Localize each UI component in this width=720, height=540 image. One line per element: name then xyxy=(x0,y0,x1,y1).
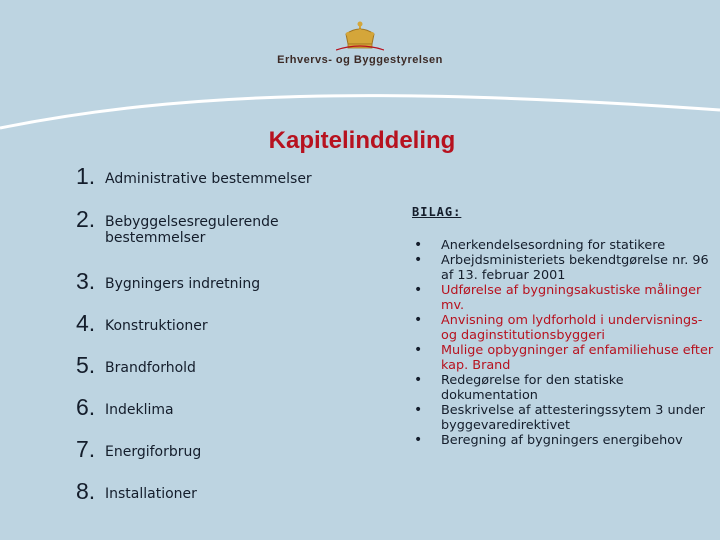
chapter-label: Indeklima xyxy=(105,402,174,418)
appendix-item-text: Beregning af bygningers energibehov xyxy=(441,433,683,448)
chapter-number: 7. xyxy=(76,436,96,462)
chapter-number: 2. xyxy=(76,206,96,232)
appendix-item xyxy=(414,373,714,403)
chapter-item xyxy=(76,207,315,246)
organization-name: Erhvervs- og Byggestyrelsen xyxy=(277,54,443,66)
chapter-label: Bygningers indretning xyxy=(105,276,261,292)
bullet-icon: • xyxy=(414,402,423,418)
chapter-item xyxy=(76,269,260,293)
chapter-item xyxy=(76,353,196,377)
appendix-item-text: Udførelse af bygningsakustiske målinger mv. xyxy=(441,283,702,313)
bullet-icon: • xyxy=(414,342,423,358)
chapter-number: 3. xyxy=(76,268,96,294)
chapter-label: Administrative bestemmelser xyxy=(105,171,312,187)
chapter-item xyxy=(76,164,312,188)
bullet-icon: • xyxy=(414,432,423,448)
chapter-item xyxy=(76,311,208,335)
appendix-item xyxy=(414,238,714,253)
chapter-number: 5. xyxy=(76,352,96,378)
chapter-label: Installationer xyxy=(105,486,197,502)
chapter-number: 4. xyxy=(76,310,96,336)
appendix-heading: BILAG: xyxy=(412,205,462,219)
chapter-number: 1. xyxy=(76,163,96,189)
appendix-item xyxy=(414,253,714,283)
appendix-item-text: Mulige opbygninger af enfamiliehuse efter kap. Brand xyxy=(441,343,714,373)
appendix-item-text: Anerkendelsesordning for statikere xyxy=(441,238,666,253)
bullet-icon: • xyxy=(414,252,423,268)
appendix-item-text: Redegørelse for den statiske dokumentation xyxy=(441,373,624,403)
appendix-item xyxy=(414,433,714,448)
bullet-icon: • xyxy=(414,237,423,253)
chapter-label: Energiforbrug xyxy=(105,444,202,460)
crown-icon xyxy=(336,20,384,52)
chapter-label: Brandforhold xyxy=(105,360,196,376)
appendix-list xyxy=(414,238,714,448)
appendix-item xyxy=(414,313,714,343)
appendix-item-text: Anvisning om lydforhold i undervisnings- og daginstitutionsbyggeri xyxy=(441,313,703,343)
chapter-item xyxy=(76,395,174,419)
bullet-icon: • xyxy=(414,372,423,388)
appendix-item xyxy=(414,403,714,433)
appendix-item xyxy=(414,343,714,373)
header xyxy=(0,0,720,140)
chapter-item xyxy=(76,437,201,461)
chapter-item xyxy=(76,479,197,503)
chapter-number: 6. xyxy=(76,394,96,420)
slide-title: Kapitelinddeling xyxy=(268,127,456,154)
chapter-number: 8. xyxy=(76,478,96,504)
appendix-item xyxy=(414,283,714,313)
chapter-label: Konstruktioner xyxy=(105,318,208,334)
appendix-item-text: Arbejdsministeriets bekendtgørelse nr. 96 af 13. februar 2001 xyxy=(441,253,709,283)
bullet-icon: • xyxy=(414,312,423,328)
appendix-item-text: Beskrivelse af attesteringssytem 3 under byggevaredirektivet xyxy=(441,403,705,433)
bullet-icon: • xyxy=(414,282,423,298)
chapter-label: Bebyggelsesregulerende bestemmelser xyxy=(105,214,279,246)
